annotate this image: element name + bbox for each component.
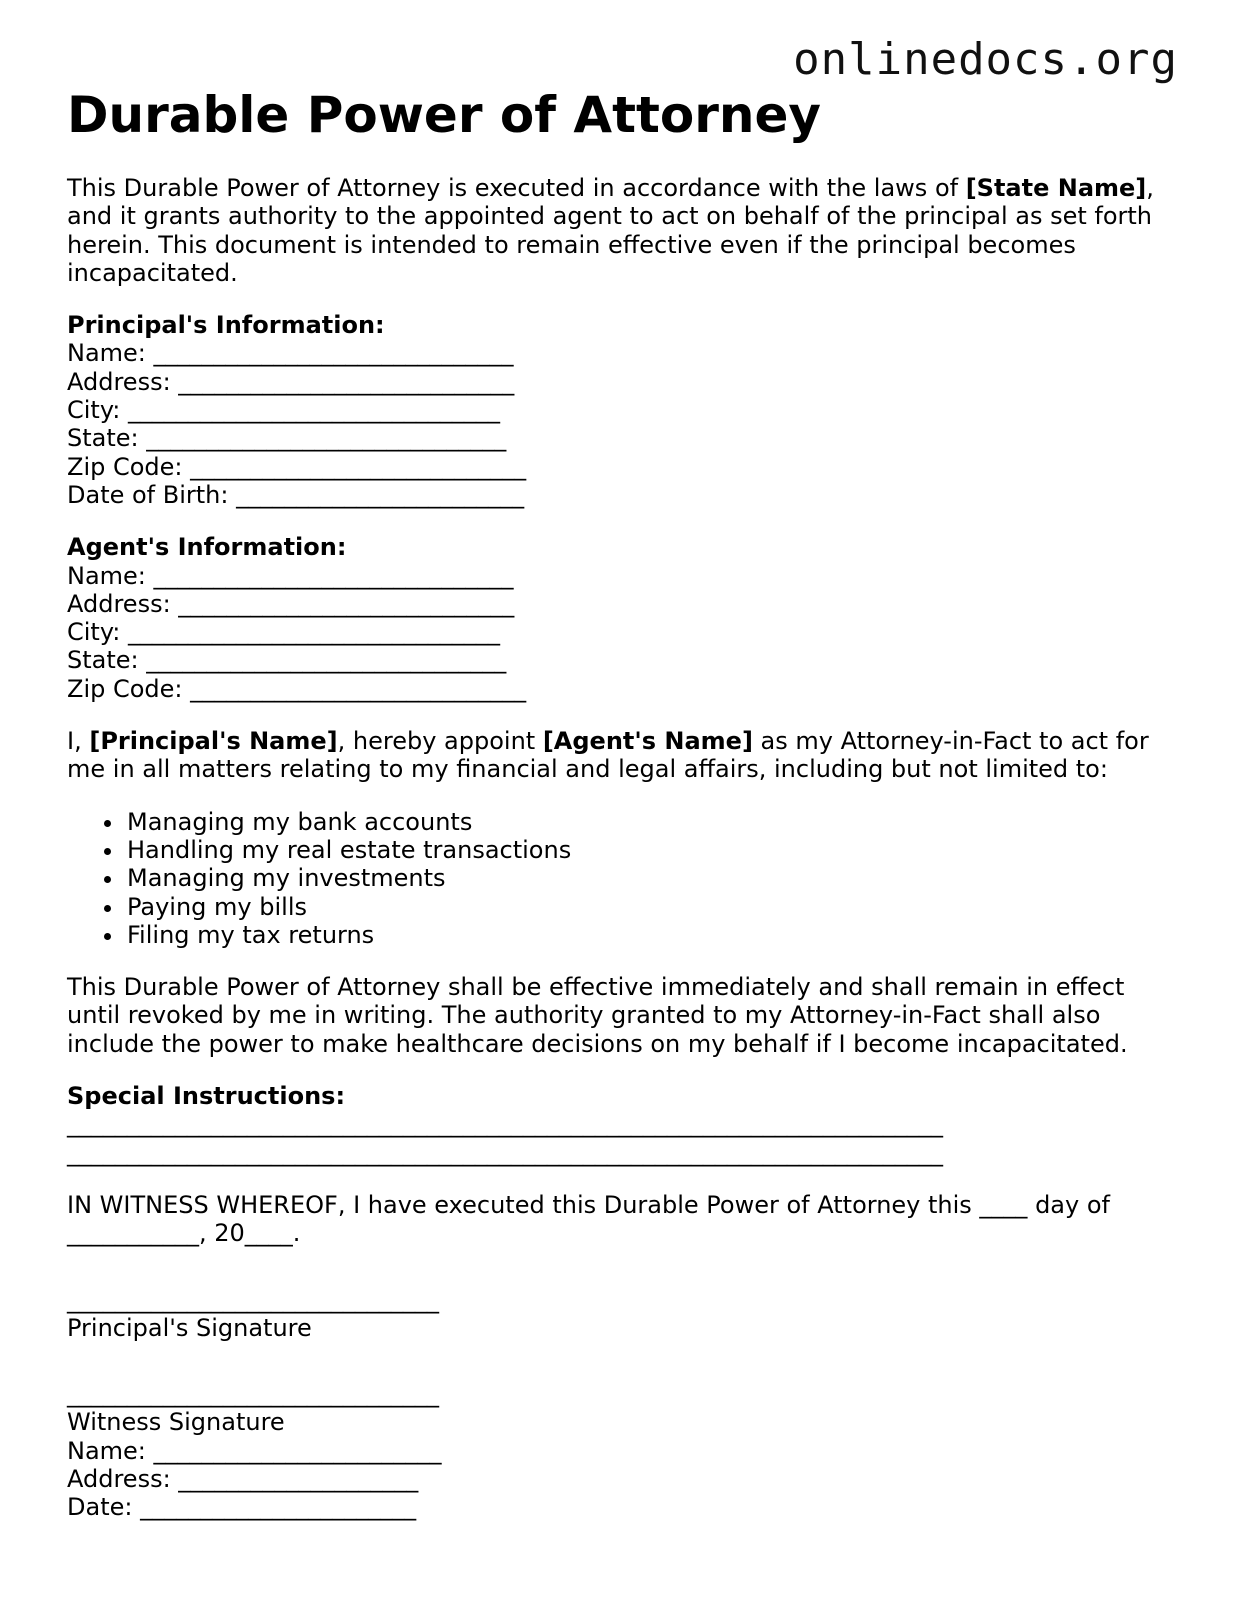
principal-name-field: Name: ______________________________: [67, 339, 514, 368]
witness-name-field: Name: ________________________: [67, 1436, 442, 1465]
agent-state-field: State: ______________________________: [67, 646, 507, 675]
special-instructions-section: [67, 1082, 1177, 1167]
witness-clause-date-line: ___________, 20____.: [67, 1219, 301, 1248]
intro-text-before: This Durable Power of Attorney is executed in accordance with the laws of: [67, 174, 966, 202]
principal-info-section: [67, 311, 1177, 509]
agent-city-field: City: _______________________________: [67, 618, 501, 647]
list-item: Filing my tax returns: [127, 921, 1177, 949]
list-item: Managing my bank accounts: [127, 808, 1177, 836]
principal-dob-field: Date of Birth: ________________________: [67, 480, 525, 509]
list-item: Managing my investments: [127, 864, 1177, 892]
principal-signature-line: _______________________________: [67, 1285, 439, 1314]
agent-name-field: Name: ______________________________: [67, 561, 514, 590]
principal-address-field: Address: ____________________________: [67, 367, 515, 396]
document-title: Durable Power of Attorney: [67, 86, 822, 144]
powers-list: [67, 808, 1177, 949]
witness-clause: [67, 1191, 1177, 1248]
agent-info-heading: Agent's Information:: [67, 533, 347, 562]
list-item: Handling my real estate transactions: [127, 836, 1177, 864]
special-instructions-line: _________________________________________________________________________: [67, 1110, 943, 1139]
principal-info-heading: Principal's Information:: [67, 311, 385, 340]
agent-zip-field: Zip Code: ____________________________: [67, 674, 527, 703]
appointment-text: , hereby appoint: [337, 727, 543, 756]
intro-paragraph: [67, 174, 1177, 287]
witness-address-field: Address: ____________________: [67, 1464, 419, 1493]
principal-city-field: City: _______________________________: [67, 396, 501, 425]
intro-text-after: , and it grants authority to the appointed agent to act on behalf of the principal as set forth herein. This document is intended to remain effective even if the principal becomes incapacitated.: [67, 174, 1154, 287]
witness-signature-label: Witness Signature: [67, 1408, 285, 1437]
appointment-text: I,: [67, 727, 90, 756]
appointment-text: as my Attorney-in-Fact to act for me in all matters relating to my financial and legal affairs, including but not limited to:: [67, 727, 1149, 784]
agent-info-section: [67, 533, 1177, 703]
special-instructions-line: _________________________________________________________________________: [67, 1138, 943, 1167]
appointment-paragraph: [67, 727, 1177, 784]
watermark-logo: onlinedocs.org: [793, 34, 1178, 85]
principal-signature-label: Principal's Signature: [67, 1313, 312, 1342]
effective-paragraph: This Durable Power of Attorney shall be effective immediately and shall remain in effect until revoked by me in writing. The authority granted to my Attorney-in-Fact shall also include the power to make healthcare decisions on my behalf if I become incapacitated.: [67, 973, 1128, 1058]
witness-clause-line: IN WITNESS WHEREOF, I have executed this Durable Power of Attorney this ____ day of: [67, 1190, 1110, 1219]
principal-name-placeholder: [Principal's Name]: [89, 727, 338, 756]
principal-zip-field: Zip Code: ____________________________: [67, 452, 527, 481]
agent-name-placeholder: [Agent's Name]: [542, 727, 753, 756]
witness-signature-line: _______________________________: [67, 1380, 439, 1409]
special-instructions-heading: Special Instructions:: [67, 1082, 346, 1111]
list-item: Paying my bills: [127, 893, 1177, 921]
principal-signature-block: [67, 1286, 1177, 1343]
witness-date-field: Date: _______________________: [67, 1493, 417, 1522]
principal-state-field: State: ______________________________: [67, 424, 507, 453]
witness-signature-block: [67, 1380, 1177, 1521]
document-page: [67, 86, 1177, 1522]
state-name-placeholder: [State Name]: [965, 174, 1147, 202]
agent-address-field: Address: ____________________________: [67, 589, 515, 618]
